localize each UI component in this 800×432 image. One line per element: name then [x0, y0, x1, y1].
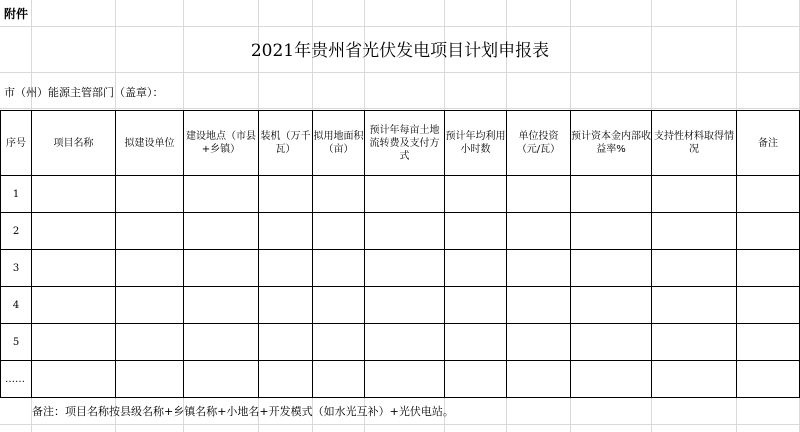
table-cell[interactable]	[507, 324, 571, 361]
table-cell[interactable]	[259, 324, 313, 361]
table-cell[interactable]	[365, 324, 445, 361]
page-title: 2021年贵州省光伏发电项目计划申报表	[250, 41, 550, 61]
table-cell[interactable]	[313, 176, 365, 213]
table-cell[interactable]	[652, 287, 737, 324]
table-cell[interactable]	[652, 324, 737, 361]
table-cell[interactable]	[365, 287, 445, 324]
table-cell[interactable]	[184, 361, 259, 398]
row-index: 4	[1, 287, 32, 324]
table-cell[interactable]	[259, 287, 313, 324]
table-cell[interactable]	[507, 287, 571, 324]
header-supporting-materials: 支持性材料取得情况	[652, 111, 737, 176]
table-cell[interactable]	[184, 250, 259, 287]
table-cell[interactable]	[507, 213, 571, 250]
header-hours: 预计年均利用小时数	[445, 111, 507, 176]
table-cell[interactable]	[184, 324, 259, 361]
header-land-area: 拟用地面积（亩）	[313, 111, 365, 176]
header-unit-investment: 单位投资（元/瓦）	[507, 111, 571, 176]
table-cell[interactable]	[445, 361, 507, 398]
header-index: 序号	[1, 111, 32, 176]
table-cell[interactable]	[507, 250, 571, 287]
header-builder: 拟建设单位	[116, 111, 184, 176]
table-row	[1, 324, 800, 361]
table-row	[1, 176, 800, 213]
table-cell[interactable]	[737, 176, 800, 213]
table-cell[interactable]	[445, 324, 507, 361]
table-cell[interactable]	[32, 213, 116, 250]
table-cell[interactable]	[571, 213, 652, 250]
table-row	[1, 250, 800, 287]
attachment-label: 附件	[4, 7, 29, 21]
table-header-row	[1, 111, 800, 176]
table-cell[interactable]	[116, 361, 184, 398]
table-cell[interactable]	[32, 361, 116, 398]
table-cell[interactable]	[259, 250, 313, 287]
table-cell[interactable]	[365, 176, 445, 213]
table-cell[interactable]	[259, 213, 313, 250]
table-cell[interactable]	[184, 287, 259, 324]
table-cell[interactable]	[507, 176, 571, 213]
table-row	[1, 361, 800, 398]
table-cell[interactable]	[737, 213, 800, 250]
row-index: 2	[1, 213, 32, 250]
table-cell[interactable]	[32, 250, 116, 287]
header-land-fee: 预计年每亩土地流转费及支付方式	[365, 111, 445, 176]
department-seal-line: 市（州）能源主管部门（盖章）：	[4, 86, 164, 99]
table-cell[interactable]	[313, 361, 365, 398]
table-cell[interactable]	[571, 324, 652, 361]
remarks-note: 备注：项目名称按县级名称+乡镇名称+小地名+开发模式（如水光互补）+光伏电站。	[32, 405, 454, 418]
application-table	[0, 110, 800, 398]
header-project-name: 项目名称	[32, 111, 116, 176]
table-cell[interactable]	[571, 250, 652, 287]
row-index: 1	[1, 176, 32, 213]
table-cell[interactable]	[32, 287, 116, 324]
table-cell[interactable]	[259, 361, 313, 398]
table-cell[interactable]	[259, 176, 313, 213]
table-cell[interactable]	[652, 213, 737, 250]
table-cell[interactable]	[116, 176, 184, 213]
table-cell[interactable]	[116, 213, 184, 250]
row-index: 3	[1, 250, 32, 287]
header-capacity: 装机（万千瓦）	[259, 111, 313, 176]
table-cell[interactable]	[313, 287, 365, 324]
header-irr: 预计资本金内部收益率%	[571, 111, 652, 176]
table-cell[interactable]	[313, 213, 365, 250]
row-index: 5	[1, 324, 32, 361]
table-cell[interactable]	[32, 176, 116, 213]
row-index: ……	[1, 361, 32, 398]
table-cell[interactable]	[445, 250, 507, 287]
table-cell[interactable]	[365, 213, 445, 250]
table-cell[interactable]	[365, 250, 445, 287]
table-cell[interactable]	[571, 361, 652, 398]
table-cell[interactable]	[184, 176, 259, 213]
table-cell[interactable]	[184, 213, 259, 250]
table-cell[interactable]	[116, 324, 184, 361]
header-remarks: 备注	[737, 111, 800, 176]
table-cell[interactable]	[445, 213, 507, 250]
table-cell[interactable]	[365, 361, 445, 398]
table-row	[1, 287, 800, 324]
table-cell[interactable]	[737, 324, 800, 361]
table-cell[interactable]	[507, 361, 571, 398]
header-location: 建设地点（市县+乡镇）	[184, 111, 259, 176]
table-cell[interactable]	[313, 324, 365, 361]
table-cell[interactable]	[652, 250, 737, 287]
table-cell[interactable]	[652, 176, 737, 213]
table-cell[interactable]	[737, 287, 800, 324]
table-cell[interactable]	[652, 361, 737, 398]
table-cell[interactable]	[571, 287, 652, 324]
table-cell[interactable]	[116, 250, 184, 287]
table-cell[interactable]	[571, 176, 652, 213]
table-cell[interactable]	[737, 361, 800, 398]
table-cell[interactable]	[737, 250, 800, 287]
table-cell[interactable]	[116, 287, 184, 324]
table-cell[interactable]	[445, 176, 507, 213]
table-cell[interactable]	[445, 287, 507, 324]
table-cell[interactable]	[32, 324, 116, 361]
table-cell[interactable]	[313, 250, 365, 287]
table-row	[1, 213, 800, 250]
